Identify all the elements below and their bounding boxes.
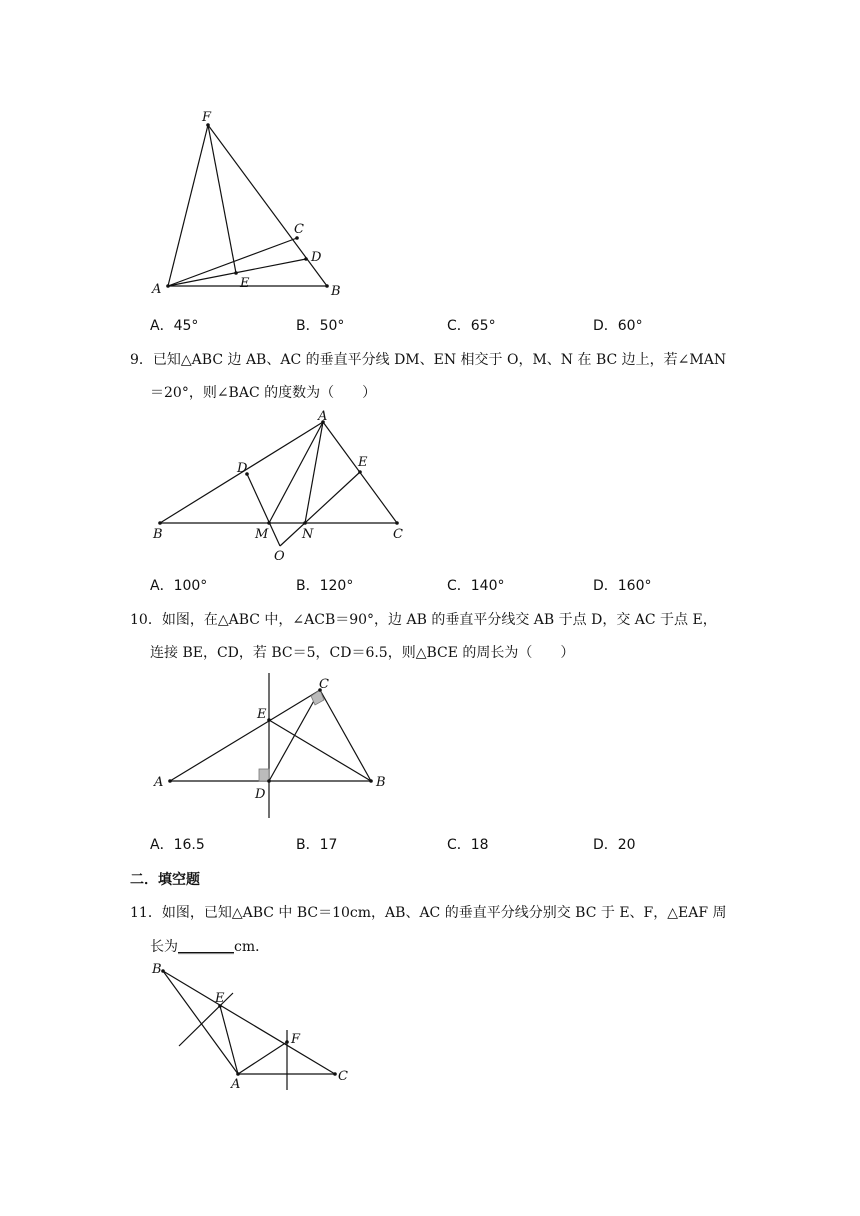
q11-stem-line2 (150, 936, 269, 956)
q8-option-d: D．60° (593, 318, 643, 334)
q10-option-c: C．18 (447, 837, 489, 853)
q11-label-B: B (152, 962, 162, 977)
q9-label-N: N (302, 527, 314, 542)
q10-label-E: E (257, 707, 267, 722)
q9-label-A: A (318, 410, 328, 424)
q9-label-B: B (153, 527, 163, 542)
q11-stem-line1: 11．如图，已知△ABC 中 BC＝10cm，AB、AC 的垂直平分线分别交 BC 于 E、F，△EAF 周 (130, 905, 727, 921)
section-title: 二．填空题 (130, 872, 200, 888)
q10-label-A: A (154, 775, 164, 790)
q8-option-c: C．65° (447, 318, 496, 334)
q10-option-d: D．20 (593, 837, 636, 853)
q9-label-C: C (393, 527, 403, 542)
q11-answer-blank[interactable]: ________ (178, 939, 234, 955)
q10-label-C: C (319, 677, 329, 692)
q10-stem-line1: 10．如图，在△ABC 中，∠ACB＝90°，边 AB 的垂直平分线交 AB 于点 D，交 AC 于点 E， (130, 612, 717, 628)
q10-label-D: D (255, 787, 266, 802)
q9-option-c: C．140° (447, 578, 505, 594)
q9-option-a: A．100° (150, 578, 208, 594)
q11-line2-prefix: 长为 (150, 939, 178, 955)
q8-label-A: A (152, 282, 162, 297)
q9-stem-line2: ＝20°，则∠BAC 的度数为（ ） (150, 385, 377, 401)
q10-option-b: B．17 (296, 837, 338, 853)
q9-stem-line1: 9．已知△ABC 边 AB、AC 的垂直平分线 DM、EN 相交于 O，M、N 在 BC 边上，若∠MAN (130, 352, 727, 368)
q8-label-B: B (331, 284, 341, 299)
q8-label-F: F (202, 110, 212, 125)
q9-label-M: M (255, 527, 269, 542)
q11-label-C: C (338, 1069, 348, 1084)
q10-figure (145, 668, 405, 823)
q11-label-F: F (291, 1032, 301, 1047)
q8-option-a: A．45° (150, 318, 199, 334)
q11-line2-suffix: cm． (234, 939, 270, 955)
q8-option-b: B．50° (296, 318, 345, 334)
q11-label-E: E (215, 991, 225, 1006)
q8-figure (140, 105, 360, 305)
q10-stem-line2: 连接 BE，CD，若 BC＝5，CD＝6.5，则△BCE 的周长为（ ） (150, 645, 575, 661)
q9-option-b: B．120° (296, 578, 354, 594)
q9-figure (145, 410, 425, 565)
q9-label-O: O (274, 549, 285, 564)
q10-option-a: A．16.5 (150, 837, 205, 853)
q9-label-D: D (237, 461, 248, 476)
q8-label-D: D (311, 250, 322, 265)
q10-label-B: B (376, 775, 386, 790)
q11-label-A: A (231, 1077, 241, 1092)
q9-label-E: E (358, 455, 368, 470)
q8-label-E: E (240, 276, 250, 291)
q11-figure (145, 958, 365, 1098)
q9-option-d: D．160° (593, 578, 652, 594)
q8-label-C: C (294, 222, 304, 237)
